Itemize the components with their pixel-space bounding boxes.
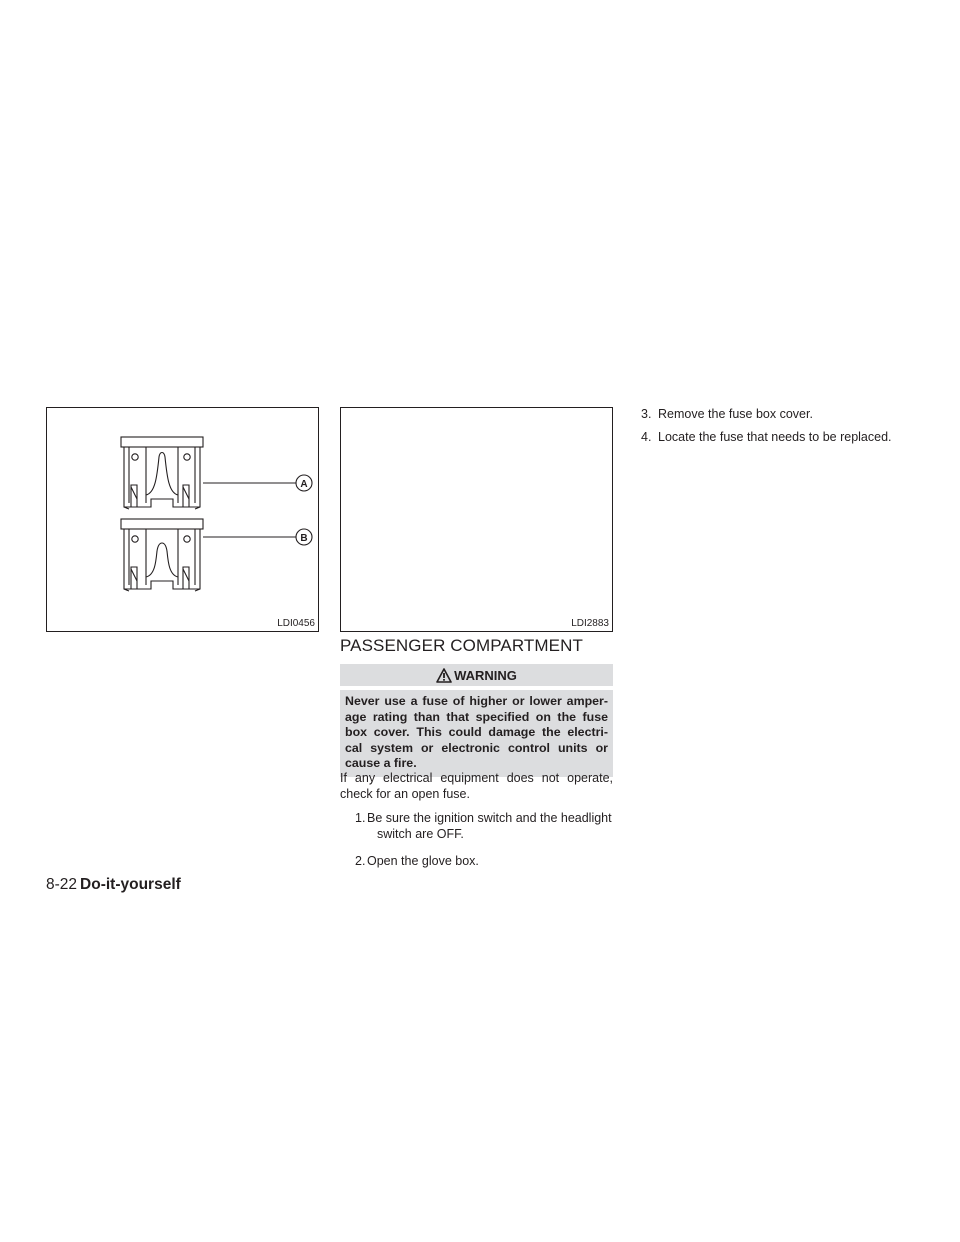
warning-heading-text: WARNING — [454, 667, 517, 683]
step-2-number: 2. — [355, 854, 366, 868]
step-3-text: Remove the fuse box cover. — [658, 407, 813, 421]
page-footer — [46, 876, 181, 894]
footer-section: Do-it-yourself — [80, 876, 181, 893]
callout-b: B — [300, 533, 308, 544]
callout-a: A — [300, 479, 308, 490]
fuse-diagram-icon — [47, 408, 320, 633]
passenger-compartment-figure — [340, 407, 613, 632]
figure-code: LDI0456 — [277, 618, 315, 629]
step-2-text: Open the glove box. — [367, 854, 479, 868]
warning-box — [340, 664, 613, 777]
step-1-text-cont: switch are OFF. — [377, 827, 464, 841]
page-number: 8-22 — [46, 876, 78, 893]
step-4-text: Locate the fuse that needs to be replaced. — [658, 430, 892, 444]
figure-code: LDI2883 — [571, 618, 609, 629]
warning-heading — [340, 664, 613, 686]
step-4-number: 4. — [641, 430, 652, 444]
warning-text: Never use a fuse of higher or lower amper- age rating than that specified on the fuse box cover. This could damage the electri- cal system or electronic control units or cause a fire. — [340, 690, 613, 777]
step-1-number: 1. — [355, 811, 366, 825]
step-1-text: Be sure the ignition switch and the headlight — [367, 811, 612, 825]
step-3-number: 3. — [641, 407, 652, 421]
warning-icon — [436, 668, 452, 683]
intro-paragraph: If any electrical equipment does not operate, check for an open fuse. — [340, 771, 613, 801]
fuse-illustration-figure — [46, 407, 319, 632]
section-title: PASSENGER COMPARTMENT — [340, 636, 583, 655]
